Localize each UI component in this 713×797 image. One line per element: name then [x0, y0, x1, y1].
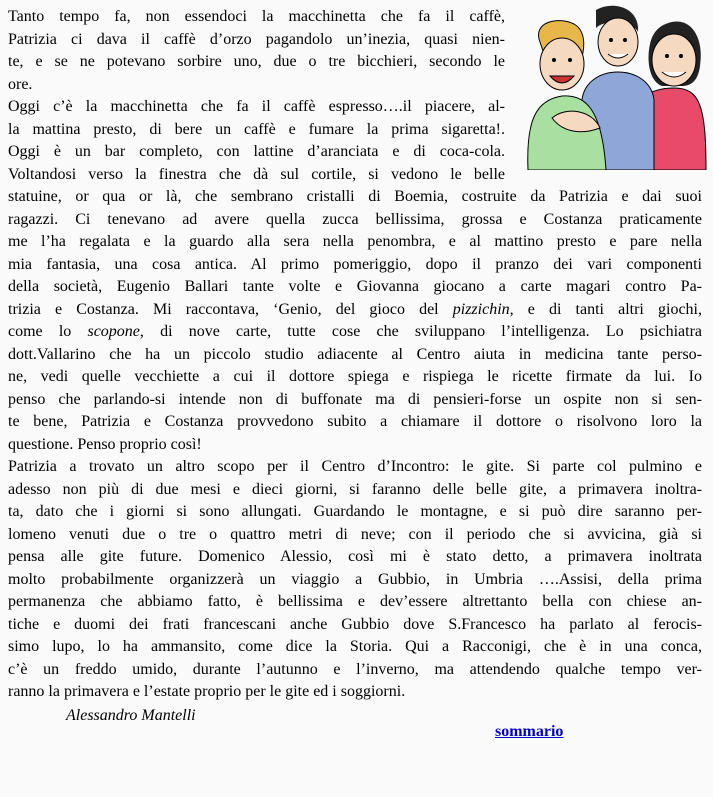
- text-line: Patrizia ci dava il caffè d’orzo pagandolo un’inezia, quasi nien-: [8, 30, 505, 48]
- text-line: Oggi è un bar completo, con lattine d’aranciata e di coca-cola.: [8, 143, 505, 160]
- text-line: ranno la primavera e l’estate proprio per le gite ed i soggiorni.: [8, 683, 406, 700]
- lead-paragraph: [8, 6, 505, 186]
- text-line: Oggi c’è la macchinetta che fa il caffè espresso….il piacere, al-: [8, 98, 505, 115]
- text-line: molto probabilmente organizzerà un viaggio a Gubbio, in Umbria ….Assisi, della prima: [8, 570, 702, 588]
- text-line: trizia e Costanza. Mi raccontava, ‘Genio, del gioco del pizzichin, e di tanti altri giochi,: [8, 300, 702, 318]
- text-line: dott.Vallarino che ha un piccolo studio adiacente al Centro aiuta in medicina tante perso-: [8, 345, 702, 363]
- text-line: Tanto tempo fa, non essendoci la macchinetta che fa il caffè,: [8, 8, 505, 25]
- text-line: adesso non più di due mesi e dieci giorni, si faranno delle belle gite, a primavera inoltra-: [8, 480, 702, 498]
- text-line: permanenza che abbiamo fatto, è bellissima e dev’essere altrettanto bella con chiese an-: [8, 593, 702, 610]
- text-line: simo lupo, lo ha ammansito, come dice la Storia. Qui a Racconigi, che è in una conca,: [8, 638, 702, 655]
- text-line: ore.: [8, 75, 33, 93]
- text-line: questione. Penso proprio così!: [8, 435, 202, 453]
- text-line: tiche e duomi dei frati francescani anche Gubbio dove S.Francesco ha parlato al ferocis-: [8, 615, 702, 633]
- text-line: Voltandosi verso la finestra che dà sul cortile, si vedono le belle: [8, 165, 505, 183]
- text-line: ragazzi. Ci tenevano ad avere quella zucca bellissima, grossa e Costanza praticamente: [8, 210, 702, 228]
- text-line: te, e se ne potevano sorbire uno, due o tre bicchieri, secondo le: [8, 53, 505, 70]
- text-line: mia fantasia, una cosa antica. Al primo pomeriggio, dopo il pranzo dei vari componenti: [8, 255, 702, 273]
- sommario-link[interactable]: sommario: [495, 723, 564, 740]
- article-body: [8, 186, 702, 704]
- text-line: lomeno venuti due o tre o quattro metri di neve; con il periodo che si avvicina, già si: [8, 525, 702, 543]
- text-line: ne, vedi quelle vecchiette a cui il dottore spiega e rispiega le ricette firmate da lui. Io: [8, 368, 702, 385]
- text-line: penso che parlando-si intende non di buffonate ma di pensieri-forse un ospite non si sen-: [8, 390, 702, 408]
- text-line: c’è un freddo umido, durante l’autunno e l’inverno, ma attendendo qualche tempo ver-: [8, 660, 702, 678]
- text-line: come lo scopone, di nove carte, tutte cose che sviluppano l’intelligenza. Lo psichiatra: [8, 323, 702, 340]
- text-line: me l’ha regalata e la guardo alla sera nella penombra, e al mattino presto e pare nella: [8, 233, 702, 250]
- text-line: te bene, Patrizia e Costanza provvedono subito a chiamare il dottore o risolvono loro la: [8, 413, 702, 430]
- text-line: statuine, or qua or là, che sembrano cristalli di Boemia, costruite da Patrizia e dai suoi: [8, 188, 702, 205]
- people-illustration: [522, 2, 710, 170]
- text-line: la mattina presto, di bere un caffè e fumare la prima sigaretta!.: [8, 120, 505, 138]
- text-line: Patrizia a trovato un altro scopo per il Centro d’Incontro: le gite. Si parte col pulmino e: [8, 458, 702, 475]
- author-signature: Alessandro Mantelli: [66, 707, 196, 724]
- text-line: della società, Eugenio Ballari tante volte e Giovanna giocano a carte magari contro Pa-: [8, 278, 702, 295]
- text-line: pensa alle gite future. Domenico Alessio, così mi è stato detto, a primavera inoltrata: [8, 548, 702, 565]
- text-line: ta, dato che i giorni si sono allungati. Guardando le montagne, e si può dire saranno per-: [8, 503, 702, 520]
